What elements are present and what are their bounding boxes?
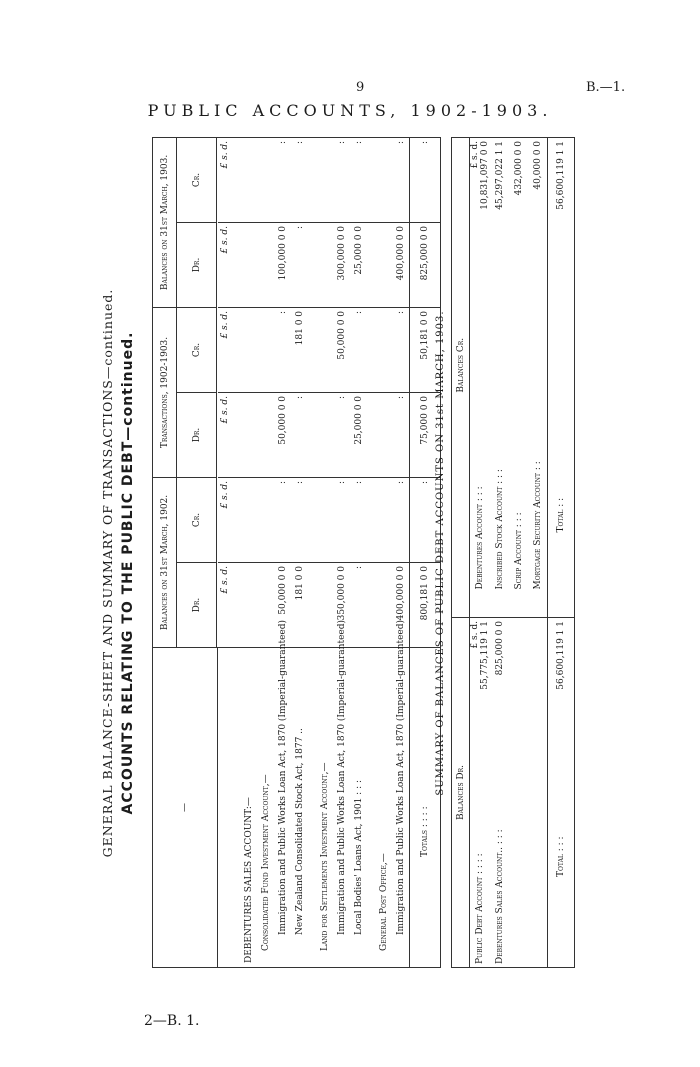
- heading-line-1: GENERAL BALANCE-SHEET AND SUMMARY OF TRANSACTIONS—continued.: [100, 288, 115, 858]
- document-reference: B.—1.: [586, 80, 626, 95]
- summary-balances-table: [451, 137, 575, 968]
- cr-header: Cr.: [177, 307, 217, 392]
- row-label: Immigration and Public Works Loan Act, 1870 (Imperial-guaranteed): [277, 620, 288, 935]
- table-row: Local Bodies' Loans Act, 1901 : : : : : 25,000 0 0 : 25,000 0 0 :: [350, 137, 367, 967]
- table-row: [257, 137, 274, 967]
- totals-row: Totals : : : : 800,181 0 0 : 75,000 0 0 50,181 0 0 825,000 0 0 :: [410, 137, 441, 967]
- row-label: New Zealand Consolidated Stock Act, 1877 ..: [294, 728, 305, 935]
- dr-header: Dr.: [177, 222, 217, 307]
- row-amount: £ s. d. 10,831,097 0 0: [470, 140, 490, 210]
- summary-total-row: [548, 137, 575, 967]
- dr-header: Dr.: [177, 563, 217, 648]
- row-label: Debentures Sales Account.. : : :: [494, 829, 505, 964]
- row-amount: 45,297,022 1 1: [494, 140, 505, 210]
- table-row: [240, 137, 257, 967]
- row-amount: 432,000 0 0: [513, 140, 524, 196]
- table-row: [375, 137, 392, 967]
- description-header: —: [153, 648, 218, 968]
- row-label: Scrip Account : : :: [513, 512, 524, 590]
- dr-total-label: Total : : :: [548, 728, 575, 968]
- page-footer: 2—B. 1.: [144, 1013, 200, 1029]
- row-label: Local Bodies' Loans Act, 1901 : : :: [353, 780, 364, 935]
- units-label: £ s. d.: [218, 563, 233, 648]
- rotated-table-block: [92, 138, 632, 1008]
- row-label: Debentures Account : : :: [475, 486, 485, 590]
- table-row: [316, 137, 333, 967]
- totals-label: Totals : : : :: [410, 648, 441, 968]
- balances-dr-header: Balances Dr.: [452, 618, 470, 968]
- units-label: £ s. d.: [218, 137, 233, 222]
- table-row: [509, 137, 528, 967]
- cr-total-label: Total : :: [548, 363, 575, 593]
- row-label: Public Debt Account : : : :: [475, 853, 485, 964]
- page-number: 9: [356, 80, 365, 95]
- row-label: Mortgage Security Account : :: [532, 461, 543, 590]
- table-row: [490, 137, 509, 967]
- row-amount: 40,000 0 0: [532, 140, 543, 190]
- group-header-balances-1902: Balances on 31st March, 1902.: [153, 477, 177, 647]
- table-row: New Zealand Consolidated Stock Act, 1877 .. 181 0 0 : : 181 0 0 : :: [291, 137, 308, 967]
- row-amount: 825,000 0 0: [490, 618, 509, 728]
- row-label: DEBENTURES SALES ACCOUNT:—: [243, 797, 254, 963]
- group-header-balances-1903: Balances on 31st March, 1903.: [153, 137, 177, 307]
- units-label: £ s. d.: [218, 477, 233, 562]
- cr-header: Cr.: [177, 477, 217, 562]
- row-label: Immigration and Public Works Loan Act, 1870 (Imperial-guaranteed): [395, 620, 406, 935]
- row-label: Land for Settlements Investment Account,—: [319, 762, 330, 951]
- dr-header: Dr.: [177, 392, 217, 477]
- cr-header: Cr.: [177, 137, 217, 222]
- units-label: £ s. d.: [218, 392, 233, 477]
- group-header-transactions: Transactions, 1902-1903.: [153, 307, 177, 477]
- units-label: £ s. d.: [218, 307, 233, 392]
- public-debt-transactions-table: [152, 137, 441, 968]
- table-row: Immigration and Public Works Loan Act, 1870 (Imperial-guaranteed) 50,000 0 0 : 50,000 0 0 : 100,000 0 0 :: [274, 137, 291, 967]
- table-row: Immigration and Public Works Loan Act, 1870 (Imperial-guaranteed) 400,000 0 0 : : : 400,000 0 0 :: [392, 137, 410, 967]
- row-amount: £ s. d. 55,775,119 1 1: [470, 618, 491, 728]
- table-row: Immigration and Public Works Loan Act, 1870 (Imperial-guaranteed) 350,000 0 0 : : 50,000 0 0 300,000 0 0 :: [333, 137, 350, 967]
- page-title: PUBLIC ACCOUNTS, 1902-1903.: [147, 101, 553, 120]
- row-label: Inscribed Stock Account : : :: [494, 469, 505, 590]
- table-row: [470, 137, 491, 967]
- row-label: General Post Office,—: [378, 853, 389, 951]
- heading-line-2: ACCOUNTS RELATING TO THE PUBLIC DEBT—continued.: [120, 331, 136, 815]
- balances-cr-header: Balances Cr.: [452, 137, 470, 592]
- summary-caption: SUMMARY OF BALANCES OF PUBLIC DEBT ACCOUNTS ON 31st MARCH, 1903.: [435, 310, 446, 796]
- row-label: Immigration and Public Works Loan Act, 1870 (Imperial-guaranteed): [336, 620, 347, 935]
- row-label: Consolidated Fund Investment Account,—: [260, 774, 271, 951]
- dr-total-amount: 56,600,119 1 1: [548, 618, 575, 728]
- units-label: £ s. d.: [218, 222, 233, 307]
- cr-total-amount: 56,600,119 1 1: [548, 137, 575, 247]
- table-row: [528, 137, 548, 967]
